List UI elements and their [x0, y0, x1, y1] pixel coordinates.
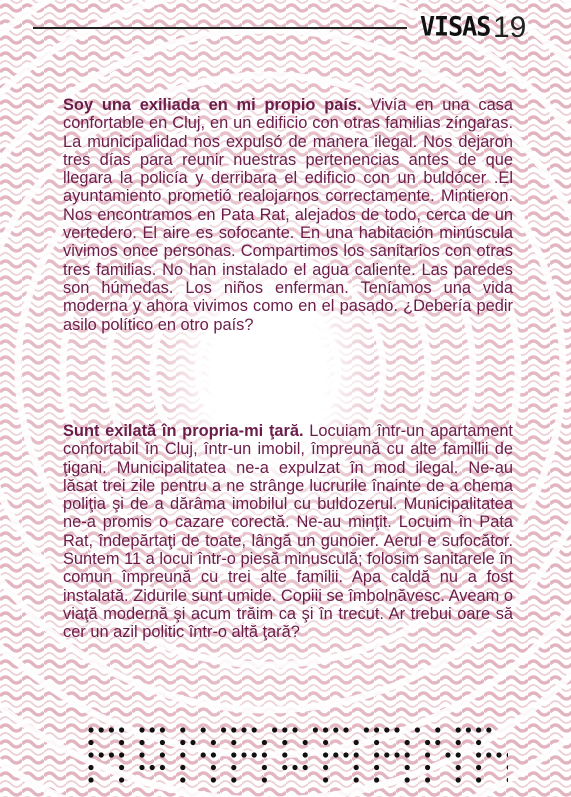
braille-dot — [496, 752, 501, 757]
braille-dot — [282, 727, 287, 732]
braille-dot — [425, 777, 430, 782]
visas-logo: VISAS — [420, 10, 491, 42]
braille-dot — [323, 727, 328, 732]
braille-dot — [343, 752, 348, 757]
braille-dot — [292, 765, 297, 770]
braille-dot — [405, 765, 410, 770]
braille-dot — [231, 765, 236, 770]
braille-dot — [180, 727, 185, 732]
braille-dot — [160, 740, 165, 745]
braille-dot — [456, 765, 461, 770]
romanian-lead: Sunt exilată în propria-mi ţară. — [63, 422, 304, 440]
braille-dot — [231, 777, 236, 782]
braille-dot — [282, 765, 287, 770]
braille-dot — [282, 752, 287, 757]
braille-dot — [456, 727, 461, 732]
braille-dot — [119, 727, 124, 732]
braille-dot — [343, 727, 348, 732]
braille-dot — [180, 740, 185, 745]
spanish-paragraph — [63, 96, 513, 334]
braille-dot — [180, 777, 185, 782]
braille-dot — [201, 752, 206, 757]
braille-dot — [201, 727, 206, 732]
braille-dot — [507, 752, 508, 757]
braille-dot — [405, 752, 410, 757]
braille-dot — [486, 727, 491, 732]
braille-dot — [99, 727, 104, 732]
braille-dot — [282, 740, 287, 745]
braille-dots-icon — [88, 726, 508, 786]
brand — [420, 10, 490, 42]
braille-dot — [323, 740, 328, 745]
braille-dot — [476, 740, 481, 745]
braille-dot — [109, 727, 114, 732]
braille-dot — [303, 752, 308, 757]
braille-dot — [211, 740, 216, 745]
braille-dot — [150, 727, 155, 732]
braille-dot — [88, 765, 93, 770]
braille-dot — [445, 752, 450, 757]
braille-dot — [252, 752, 257, 757]
braille-dot — [190, 740, 195, 745]
braille-dot — [160, 727, 165, 732]
braille-dot — [435, 727, 440, 732]
braille-dot — [119, 777, 124, 782]
braille-dot — [160, 752, 165, 757]
braille-dot — [374, 777, 379, 782]
braille-dot — [456, 752, 461, 757]
braille-dot — [384, 752, 389, 757]
braille-dot — [109, 752, 114, 757]
spanish-lead: Soy una exiliada en mi propio país. — [63, 96, 362, 114]
braille-dot — [405, 740, 410, 745]
braille-dot — [99, 752, 104, 757]
braille-dot — [303, 740, 308, 745]
braille-dot — [374, 752, 379, 757]
braille-dot — [323, 777, 328, 782]
braille-dot — [354, 740, 359, 745]
braille-dot — [139, 752, 144, 757]
braille-dot — [241, 727, 246, 732]
braille-dot — [354, 765, 359, 770]
braille-dot — [374, 765, 379, 770]
braille-dot — [262, 752, 267, 757]
braille-dot — [180, 765, 185, 770]
braille-dot — [231, 752, 236, 757]
braille-dot — [88, 777, 93, 782]
braille-dot — [394, 752, 399, 757]
braille-dot — [323, 752, 328, 757]
braille-dot — [211, 777, 216, 782]
page-number: 19 — [493, 11, 527, 44]
header-rule — [33, 27, 407, 29]
braille-dot — [313, 727, 318, 732]
braille-dot — [139, 740, 144, 745]
braille-dot — [394, 727, 399, 732]
braille-dot — [456, 777, 461, 782]
braille-dot — [150, 765, 155, 770]
braille-dot — [354, 752, 359, 757]
braille-dot — [221, 727, 226, 732]
braille-dot — [486, 752, 491, 757]
braille-dot — [374, 727, 379, 732]
braille-dot — [476, 777, 481, 782]
spanish-body: Vivía en una casa confortable en Cluj, en un edificio con otras familias zíngaras. La municipalidad nos expulsó de manera ilegal. Nos dejaron tres días para reunir nuestras pertenencias antes de que llegara la policía y derribara el edificio con un buldócer .El ayuntamiento prometió realojarnos correctamente. Mintieron. Nos encontramos en Pata Rat, alejados de todo, cerca de un vertedero. El aire es sofocante. En una habitación minúscula vivimos once personas. Compartimos los sanitarios con otras tres familias. No han instalado el agua caliente. Las paredes son húmedas. Los niños enferman. Teníamos una vida moderna y ahora vivimos como en el pasado. ¿Debería pedir asilo político en otro país? — [63, 96, 513, 334]
braille-dot — [88, 727, 93, 732]
braille-dot — [262, 740, 267, 745]
braille-dot — [405, 777, 410, 782]
braille-dot — [160, 765, 165, 770]
braille-dot — [231, 740, 236, 745]
braille-dot — [364, 727, 369, 732]
braille-dot — [323, 765, 328, 770]
braille-dot — [262, 765, 267, 770]
braille-dot — [354, 777, 359, 782]
braille-dot — [211, 765, 216, 770]
braille-dot — [241, 752, 246, 757]
romanian-body: Locuiam într-un apartament confortabil în Cluj, într-un imobil, împreună cu alte famillii de ţigani. Municipalitatea ne-a expulzat în mod ilegal. Ne-au lăsat trei zile pentru a ne strânge lucrurile înainte de a chema poliţia şi de a dărâma imobilul cu buldozerul. Municipalitatea ne-a promis o cazare corectă. Ne-au minţit. Locuim în Pata Rat, îndepărtaţi de toate, lângă un gunoier. Aerul e sufocător. Suntem 11 a locui într-o piesă minusculă; folosim sanitarele în comun împreună cu trei alte familii. Apa caldă nu a fost instalată. Zidurile sunt umide. Copiii se îmbolnăvesc. Aveam o viaţă modernă şi acum trăim ca şi în trecut. Ar trebui oare să cer un azil politic într-o altă ţară? — [63, 422, 513, 642]
braille-dot — [476, 752, 481, 757]
braille-dot — [435, 740, 440, 745]
braille-dot — [507, 765, 508, 770]
braille-dot — [139, 765, 144, 770]
braille-dot — [252, 727, 257, 732]
braille-dot — [272, 727, 277, 732]
braille-dot — [231, 727, 236, 732]
braille-dot — [119, 752, 124, 757]
braille-dot — [303, 765, 308, 770]
braille-dot — [119, 740, 124, 745]
braille-dot — [139, 727, 144, 732]
braille-dot — [333, 752, 338, 757]
braille-dot — [180, 752, 185, 757]
braille-dot — [476, 765, 481, 770]
braille-dot — [415, 727, 420, 732]
braille-dot — [374, 740, 379, 745]
braille-dot — [466, 727, 471, 732]
braille-dot — [425, 740, 430, 745]
romanian-paragraph — [63, 422, 513, 642]
braille-dot — [384, 727, 389, 732]
braille-dot — [425, 765, 430, 770]
braille-dot — [333, 727, 338, 732]
braille-dot — [425, 752, 430, 757]
braille-dot — [88, 752, 93, 757]
braille-dot — [211, 752, 216, 757]
braille-dot — [262, 777, 267, 782]
braille-dot — [119, 765, 124, 770]
braille-dot — [507, 777, 508, 782]
braille-dot — [292, 727, 297, 732]
braille-dot — [88, 740, 93, 745]
braille-dot — [476, 727, 481, 732]
braille-dot — [456, 740, 461, 745]
